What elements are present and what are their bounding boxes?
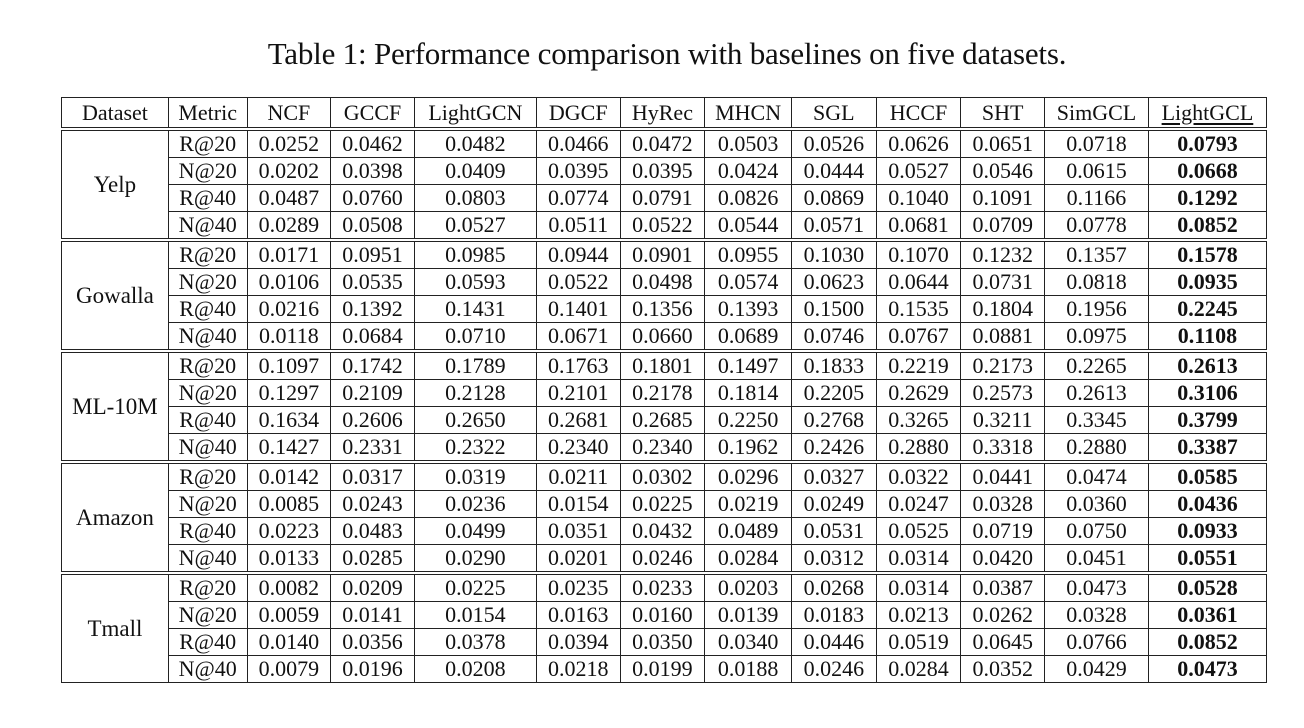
value-cell: 0.0322: [876, 462, 961, 491]
table-caption: Table 1: Performance comparison with baselines on five datasets.: [267, 36, 1067, 71]
dataset-cell: ML-10M: [62, 351, 169, 462]
value-cell: 0.0225: [620, 491, 705, 518]
column-header: LightGCN: [414, 98, 536, 130]
value-cell: 0.0473: [1045, 573, 1149, 602]
table-row: [62, 185, 1267, 212]
metric-cell: N@40: [168, 545, 247, 574]
table-row: [62, 269, 1267, 296]
value-cell: 0.2265: [1045, 351, 1149, 380]
column-header: SGL: [791, 98, 876, 130]
value-cell: 0.0352: [961, 656, 1045, 683]
value-cell: 0.0395: [620, 158, 705, 185]
value-cell: 0.0718: [1045, 129, 1149, 158]
best-value-cell: 0.0473: [1148, 656, 1266, 683]
value-cell: 0.0082: [247, 573, 331, 602]
value-cell: 0.0429: [1045, 656, 1149, 683]
value-cell: 0.0774: [536, 185, 620, 212]
column-header: MHCN: [705, 98, 792, 130]
value-cell: 0.1401: [536, 296, 620, 323]
value-cell: 0.1232: [961, 240, 1045, 269]
value-cell: 0.0526: [791, 129, 876, 158]
table-row: [62, 296, 1267, 323]
value-cell: 0.1431: [414, 296, 536, 323]
value-cell: 0.0378: [414, 629, 536, 656]
value-cell: 0.0778: [1045, 212, 1149, 241]
value-cell: 0.0223: [247, 518, 331, 545]
value-cell: 0.0615: [1045, 158, 1149, 185]
value-cell: 0.0183: [791, 602, 876, 629]
value-cell: 0.0314: [876, 545, 961, 574]
value-cell: 0.0202: [247, 158, 331, 185]
value-cell: 0.0350: [620, 629, 705, 656]
table-row: [62, 323, 1267, 352]
table-row: [62, 491, 1267, 518]
best-value-cell: 0.2245: [1148, 296, 1266, 323]
value-cell: 0.2880: [1045, 434, 1149, 463]
table-row: [62, 434, 1267, 463]
table-row: [62, 462, 1267, 491]
value-cell: 0.0327: [791, 462, 876, 491]
value-cell: 0.0302: [620, 462, 705, 491]
value-cell: 0.0710: [414, 323, 536, 352]
value-cell: 0.0574: [705, 269, 792, 296]
header-row: [62, 98, 1267, 130]
value-cell: 0.0626: [876, 129, 961, 158]
column-header: SimGCL: [1045, 98, 1149, 130]
value-cell: 0.0160: [620, 602, 705, 629]
value-cell: 0.0660: [620, 323, 705, 352]
value-cell: 0.2219: [876, 351, 961, 380]
value-cell: 0.0593: [414, 269, 536, 296]
value-cell: 0.0284: [876, 656, 961, 683]
value-cell: 0.0791: [620, 185, 705, 212]
value-cell: 0.2101: [536, 380, 620, 407]
value-cell: 0.0296: [705, 462, 792, 491]
metric-cell: R@20: [168, 351, 247, 380]
value-cell: 0.2681: [536, 407, 620, 434]
value-cell: 0.2109: [331, 380, 415, 407]
value-cell: 0.0766: [1045, 629, 1149, 656]
metric-cell: N@20: [168, 269, 247, 296]
value-cell: 0.0482: [414, 129, 536, 158]
value-cell: 0.0247: [876, 491, 961, 518]
value-cell: 0.2768: [791, 407, 876, 434]
value-cell: 0.0360: [1045, 491, 1149, 518]
value-cell: 0.3265: [876, 407, 961, 434]
value-cell: 0.0489: [705, 518, 792, 545]
value-cell: 0.0203: [705, 573, 792, 602]
value-cell: 0.1091: [961, 185, 1045, 212]
value-cell: 0.1297: [247, 380, 331, 407]
metric-cell: N@40: [168, 434, 247, 463]
value-cell: 0.0118: [247, 323, 331, 352]
value-cell: 0.0451: [1045, 545, 1149, 574]
value-cell: 0.1962: [705, 434, 792, 463]
column-header: SHT: [961, 98, 1045, 130]
value-cell: 0.0651: [961, 129, 1045, 158]
value-cell: 0.0328: [1045, 602, 1149, 629]
best-value-cell: 0.1108: [1148, 323, 1266, 352]
value-cell: 0.0519: [876, 629, 961, 656]
value-cell: 0.0760: [331, 185, 415, 212]
value-cell: 0.3211: [961, 407, 1045, 434]
value-cell: 0.1427: [247, 434, 331, 463]
value-cell: 0.2178: [620, 380, 705, 407]
value-cell: 0.0059: [247, 602, 331, 629]
best-value-cell: 0.0585: [1148, 462, 1266, 491]
value-cell: 0.2685: [620, 407, 705, 434]
metric-cell: N@40: [168, 212, 247, 241]
value-cell: 0.0881: [961, 323, 1045, 352]
value-cell: 0.2426: [791, 434, 876, 463]
value-cell: 0.0398: [331, 158, 415, 185]
value-cell: 0.0340: [705, 629, 792, 656]
value-cell: 0.0142: [247, 462, 331, 491]
value-cell: 0.0441: [961, 462, 1045, 491]
best-value-cell: 0.3387: [1148, 434, 1266, 463]
table-row: [62, 602, 1267, 629]
value-cell: 0.0356: [331, 629, 415, 656]
value-cell: 0.0522: [536, 269, 620, 296]
value-cell: 0.0236: [414, 491, 536, 518]
metric-cell: R@20: [168, 240, 247, 269]
value-cell: 0.0196: [331, 656, 415, 683]
value-cell: 0.1166: [1045, 185, 1149, 212]
value-cell: 0.0387: [961, 573, 1045, 602]
value-cell: 0.0312: [791, 545, 876, 574]
column-header: NCF: [247, 98, 331, 130]
value-cell: 0.0106: [247, 269, 331, 296]
metric-cell: N@40: [168, 323, 247, 352]
best-value-cell: 0.0361: [1148, 602, 1266, 629]
value-cell: 0.0140: [247, 629, 331, 656]
value-cell: 0.0290: [414, 545, 536, 574]
value-cell: 0.0171: [247, 240, 331, 269]
value-cell: 0.0199: [620, 656, 705, 683]
value-cell: 0.0623: [791, 269, 876, 296]
value-cell: 0.0219: [705, 491, 792, 518]
metric-cell: R@40: [168, 518, 247, 545]
value-cell: 0.0409: [414, 158, 536, 185]
value-cell: 0.0394: [536, 629, 620, 656]
column-header: LightGCL: [1148, 98, 1266, 130]
value-cell: 0.0163: [536, 602, 620, 629]
table-row: [62, 656, 1267, 683]
column-header: GCCF: [331, 98, 415, 130]
value-cell: 0.0746: [791, 323, 876, 352]
table-row: [62, 380, 1267, 407]
value-cell: 0.1742: [331, 351, 415, 380]
value-cell: 0.0139: [705, 602, 792, 629]
value-cell: 0.2340: [620, 434, 705, 463]
value-cell: 0.2128: [414, 380, 536, 407]
value-cell: 0.0268: [791, 573, 876, 602]
table-row: [62, 212, 1267, 241]
metric-cell: R@40: [168, 296, 247, 323]
value-cell: 0.0211: [536, 462, 620, 491]
value-cell: 0.2880: [876, 434, 961, 463]
value-cell: 0.0951: [331, 240, 415, 269]
table-row: [62, 158, 1267, 185]
column-header: Metric: [168, 98, 247, 130]
best-value-cell: 0.3799: [1148, 407, 1266, 434]
table-row: [62, 129, 1267, 158]
value-cell: 0.0188: [705, 656, 792, 683]
value-cell: 0.0483: [331, 518, 415, 545]
value-cell: 0.1535: [876, 296, 961, 323]
best-value-cell: 0.2613: [1148, 351, 1266, 380]
value-cell: 0.2322: [414, 434, 536, 463]
value-cell: 0.0444: [791, 158, 876, 185]
value-cell: 0.0531: [791, 518, 876, 545]
value-cell: 0.0684: [331, 323, 415, 352]
value-cell: 0.2250: [705, 407, 792, 434]
value-cell: 0.0803: [414, 185, 536, 212]
value-cell: 0.0508: [331, 212, 415, 241]
value-cell: 0.0462: [331, 129, 415, 158]
value-cell: 0.0985: [414, 240, 536, 269]
value-cell: 0.3318: [961, 434, 1045, 463]
value-cell: 0.1393: [705, 296, 792, 323]
best-value-cell: 0.1578: [1148, 240, 1266, 269]
value-cell: 0.0154: [414, 602, 536, 629]
value-cell: 0.0719: [961, 518, 1045, 545]
value-cell: 0.0420: [961, 545, 1045, 574]
value-cell: 0.1801: [620, 351, 705, 380]
best-value-cell: 0.0551: [1148, 545, 1266, 574]
table-row: [62, 518, 1267, 545]
value-cell: 0.0246: [620, 545, 705, 574]
column-header: HyRec: [620, 98, 705, 130]
metric-cell: N@20: [168, 158, 247, 185]
table-row: [62, 629, 1267, 656]
value-cell: 0.0141: [331, 602, 415, 629]
value-cell: 0.1392: [331, 296, 415, 323]
value-cell: 0.0233: [620, 573, 705, 602]
value-cell: 0.0225: [414, 573, 536, 602]
best-value-cell: 0.0436: [1148, 491, 1266, 518]
value-cell: 0.0487: [247, 185, 331, 212]
table-row: [62, 351, 1267, 380]
value-cell: 0.2173: [961, 351, 1045, 380]
value-cell: 0.0522: [620, 212, 705, 241]
value-cell: 0.1356: [620, 296, 705, 323]
value-cell: 0.1804: [961, 296, 1045, 323]
metric-cell: N@20: [168, 602, 247, 629]
value-cell: 0.2205: [791, 380, 876, 407]
value-cell: 0.0432: [620, 518, 705, 545]
value-cell: 0.0709: [961, 212, 1045, 241]
metric-cell: N@40: [168, 656, 247, 683]
value-cell: 0.0154: [536, 491, 620, 518]
best-value-cell: 0.0935: [1148, 269, 1266, 296]
value-cell: 0.0901: [620, 240, 705, 269]
value-cell: 0.0284: [705, 545, 792, 574]
results-table: [61, 97, 1267, 683]
value-cell: 0.0955: [705, 240, 792, 269]
value-cell: 0.0351: [536, 518, 620, 545]
value-cell: 0.0644: [876, 269, 961, 296]
dataset-cell: Tmall: [62, 573, 169, 683]
metric-cell: R@40: [168, 407, 247, 434]
value-cell: 0.2331: [331, 434, 415, 463]
value-cell: 0.0503: [705, 129, 792, 158]
value-cell: 0.1030: [791, 240, 876, 269]
value-cell: 0.1956: [1045, 296, 1149, 323]
value-cell: 0.2606: [331, 407, 415, 434]
value-cell: 0.0818: [1045, 269, 1149, 296]
value-cell: 0.1497: [705, 351, 792, 380]
value-cell: 0.2650: [414, 407, 536, 434]
metric-cell: R@40: [168, 629, 247, 656]
value-cell: 0.0544: [705, 212, 792, 241]
value-cell: 0.0645: [961, 629, 1045, 656]
value-cell: 0.0472: [620, 129, 705, 158]
value-cell: 0.0208: [414, 656, 536, 683]
value-cell: 0.2573: [961, 380, 1045, 407]
value-cell: 0.0252: [247, 129, 331, 158]
best-value-cell: 0.0528: [1148, 573, 1266, 602]
value-cell: 0.0262: [961, 602, 1045, 629]
column-header: HCCF: [876, 98, 961, 130]
best-value-cell: 0.0933: [1148, 518, 1266, 545]
metric-cell: R@20: [168, 573, 247, 602]
value-cell: 0.0944: [536, 240, 620, 269]
table-row: [62, 545, 1267, 574]
value-cell: 0.1357: [1045, 240, 1149, 269]
value-cell: 0.0395: [536, 158, 620, 185]
value-cell: 0.0446: [791, 629, 876, 656]
value-cell: 0.0235: [536, 573, 620, 602]
value-cell: 0.0474: [1045, 462, 1149, 491]
value-cell: 0.0314: [876, 573, 961, 602]
value-cell: 0.0085: [247, 491, 331, 518]
value-cell: 0.0681: [876, 212, 961, 241]
value-cell: 0.0511: [536, 212, 620, 241]
value-cell: 0.0975: [1045, 323, 1149, 352]
table-row: [62, 240, 1267, 269]
value-cell: 0.1634: [247, 407, 331, 434]
value-cell: 0.0328: [961, 491, 1045, 518]
value-cell: 0.1833: [791, 351, 876, 380]
value-cell: 0.0750: [1045, 518, 1149, 545]
value-cell: 0.0285: [331, 545, 415, 574]
value-cell: 0.0869: [791, 185, 876, 212]
metric-cell: R@40: [168, 185, 247, 212]
value-cell: 0.0571: [791, 212, 876, 241]
value-cell: 0.0213: [876, 602, 961, 629]
value-cell: 0.1814: [705, 380, 792, 407]
best-value-cell: 0.1292: [1148, 185, 1266, 212]
best-value-cell: 0.0852: [1148, 212, 1266, 241]
table-body: [62, 129, 1267, 683]
value-cell: 0.0216: [247, 296, 331, 323]
value-cell: 0.0249: [791, 491, 876, 518]
value-cell: 0.2340: [536, 434, 620, 463]
value-cell: 0.0498: [620, 269, 705, 296]
column-header: DGCF: [536, 98, 620, 130]
metric-cell: N@20: [168, 491, 247, 518]
table-row: [62, 407, 1267, 434]
dataset-cell: Yelp: [62, 129, 169, 240]
value-cell: 0.0689: [705, 323, 792, 352]
value-cell: 0.0246: [791, 656, 876, 683]
dataset-cell: Amazon: [62, 462, 169, 573]
best-value-cell: 0.0852: [1148, 629, 1266, 656]
value-cell: 0.0289: [247, 212, 331, 241]
value-cell: 0.0218: [536, 656, 620, 683]
best-value-cell: 0.3106: [1148, 380, 1266, 407]
dataset-cell: Gowalla: [62, 240, 169, 351]
value-cell: 0.1763: [536, 351, 620, 380]
value-cell: 0.1500: [791, 296, 876, 323]
value-cell: 0.0317: [331, 462, 415, 491]
value-cell: 0.1040: [876, 185, 961, 212]
value-cell: 0.0535: [331, 269, 415, 296]
value-cell: 0.0826: [705, 185, 792, 212]
value-cell: 0.0319: [414, 462, 536, 491]
value-cell: 0.0079: [247, 656, 331, 683]
metric-cell: R@20: [168, 462, 247, 491]
metric-cell: N@20: [168, 380, 247, 407]
value-cell: 0.0767: [876, 323, 961, 352]
column-header: Dataset: [62, 98, 169, 130]
value-cell: 0.0527: [876, 158, 961, 185]
value-cell: 0.0527: [414, 212, 536, 241]
value-cell: 0.1789: [414, 351, 536, 380]
value-cell: 0.0243: [331, 491, 415, 518]
value-cell: 0.0525: [876, 518, 961, 545]
value-cell: 0.0499: [414, 518, 536, 545]
value-cell: 0.1097: [247, 351, 331, 380]
value-cell: 0.0466: [536, 129, 620, 158]
value-cell: 0.0671: [536, 323, 620, 352]
value-cell: 0.2613: [1045, 380, 1149, 407]
best-value-cell: 0.0668: [1148, 158, 1266, 185]
best-value-cell: 0.0793: [1148, 129, 1266, 158]
value-cell: 0.0546: [961, 158, 1045, 185]
value-cell: 0.3345: [1045, 407, 1149, 434]
value-cell: 0.0133: [247, 545, 331, 574]
metric-cell: R@20: [168, 129, 247, 158]
value-cell: 0.0731: [961, 269, 1045, 296]
value-cell: 0.0209: [331, 573, 415, 602]
table-row: [62, 573, 1267, 602]
value-cell: 0.0201: [536, 545, 620, 574]
value-cell: 0.2629: [876, 380, 961, 407]
value-cell: 0.1070: [876, 240, 961, 269]
value-cell: 0.0424: [705, 158, 792, 185]
